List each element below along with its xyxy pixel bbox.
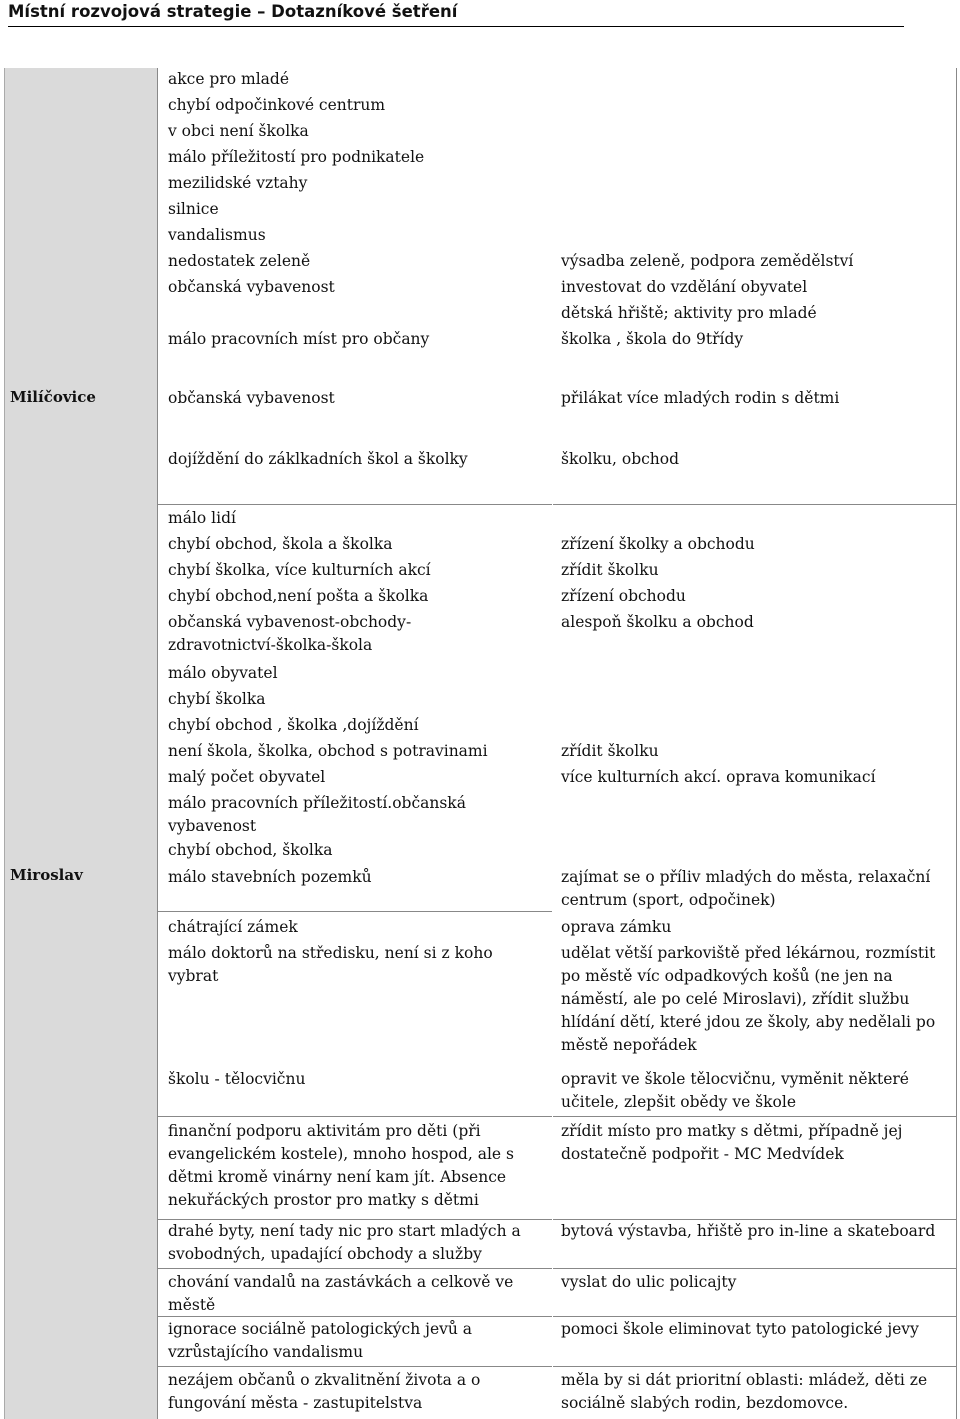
table-row-divider [553,1268,956,1269]
solution-text: přilákat více mladých rodin s dětmi [561,389,840,407]
problem-text: občanská vybavenost [168,278,335,296]
solution-text: zřídit školku [561,742,659,760]
problem-text: mezilidské vztahy [168,174,308,192]
table-row-divider [553,1219,956,1220]
solution-text: udělat větší parkoviště před lékárnou, rozmístit po městě víc odpadkových košů (ne jen na náměstí, ale po celé Miroslavi), zřídit službu hlídání dětí, které jdou ze školy, aby nedělali po městě nepořádek [561,944,936,1054]
solution-text: měla by si dát prioritní oblasti: mládež, děti ze sociálně slabých rodin, bezdomovce. [561,1371,928,1412]
problem-text: vybavenost [168,817,257,835]
problem-text: málo stavebních pozemků [168,868,372,886]
problem-text: chybí obchod , školka ,dojíždění [168,716,419,734]
table-row-divider [157,1116,552,1117]
table-row-divider [157,1268,552,1269]
problem-text: málo pracovních míst pro občany [168,330,430,348]
solution-text: vyslat do ulic policajty [561,1273,737,1291]
problem-text: ignorace sociálně patologických jevů a vzrůstajícího vandalismu [168,1320,473,1361]
problem-text: nedostatek zeleně [168,252,311,270]
problem-text: chybí obchod,není pošta a školka [168,587,429,605]
problem-text: chybí odpočinkové centrum [168,96,386,114]
problem-text: málo pracovních příležitostí.občanská [168,794,466,812]
table-row-divider [553,1316,956,1317]
table-row-divider [553,1366,956,1367]
solution-text: pomoci škole eliminovat tyto patologické jevy [561,1320,919,1338]
table-row-divider [157,911,552,912]
problem-text: v obci není školka [168,122,309,140]
solution-text: výsadba zeleně, podpora zemědělství [561,252,854,270]
problem-text: občanská vybavenost-obchody- [168,613,412,631]
page-header [8,0,904,27]
problem-text: málo obyvatel [168,664,278,682]
problem-text: nezájem občanů o zkvalitnění života a o fungování města - zastupitelstva [168,1371,481,1412]
problem-text: chybí obchod, školka [168,841,333,859]
solution-text: zřízení obchodu [561,587,686,605]
solution-text: školku, obchod [561,450,680,468]
solution-text: školka , škola do 9třídy [561,330,744,348]
solution-text: bytová výstavba, hřiště pro in-line a skateboard [561,1222,936,1240]
table-row-divider [157,1316,552,1317]
problem-text: chybí školka, více kulturních akcí [168,561,431,579]
table-row-divider [157,1219,552,1220]
problem-text: finanční podporu aktivitám pro děti (při evangelickém kostele), mnoho hospod, ale s dětmi kromě vinárny není kam jít. Absence nekuřáckých prostor pro matky s dětmi [168,1122,514,1209]
problem-text: vandalismus [168,226,266,244]
table-row-divider [157,1366,552,1367]
problem-text: akce pro mladé [168,70,289,88]
problem-text: školu - tělocvičnu [168,1070,306,1088]
problem-text: chátrající zámek [168,918,298,936]
table-row-divider [157,504,552,505]
table-row-divider [553,1116,956,1117]
solution-text: více kulturních akcí. oprava komunikací [561,768,876,786]
page-title: Místní rozvojová strategie – Dotazníkové šetření [8,2,458,21]
town-name-miroslav: Miroslav [10,866,83,884]
solution-text: opravit ve škole tělocvičnu, vyměnit některé učitele, zlepšit obědy ve škole [561,1070,909,1111]
solution-text: zřízení školky a obchodu [561,535,755,553]
solution-text: zřídit školku [561,561,659,579]
problem-text: chybí obchod, škola a školka [168,535,393,553]
solution-text: alespoň školku a obchod [561,613,754,631]
problem-text: málo doktorů na středisku, není si z koho vybrat [168,944,493,985]
problem-text: drahé byty, není tady nic pro start mladých a svobodných, upadající obchody a služby [168,1222,521,1263]
solution-text: zajímat se o příliv mladých do města, relaxační centrum (sport, odpočinek) [561,868,931,909]
problem-text: silnice [168,200,219,218]
solution-text: dětská hřiště; aktivity pro mladé [561,304,817,322]
problem-text: zdravotnictví-školka-škola [168,636,373,654]
problem-text: není škola, školka, obchod s potravinami [168,742,488,760]
problem-text: malý počet obyvatel [168,768,326,786]
problem-text: málo příležitostí pro podnikatele [168,148,425,166]
town-name-milicovice: Milíčovice [10,388,96,406]
problem-text: občanská vybavenost [168,389,335,407]
table-row-divider [553,504,956,505]
problem-text: chybí školka [168,690,266,708]
problem-text: chování vandalů na zastávkách a celkově ve městě [168,1273,514,1314]
solution-text: investovat do vzdělání obyvatel [561,278,808,296]
town-column [4,68,158,1419]
solution-text: zřídit místo pro matky s dětmi, případně jej dostatečně podpořit - MC Medvídek [561,1122,903,1163]
problem-text: dojíždění do záklkadních škol a školky [168,450,468,468]
problem-text: málo lidí [168,509,236,527]
solution-text: oprava zámku [561,918,672,936]
